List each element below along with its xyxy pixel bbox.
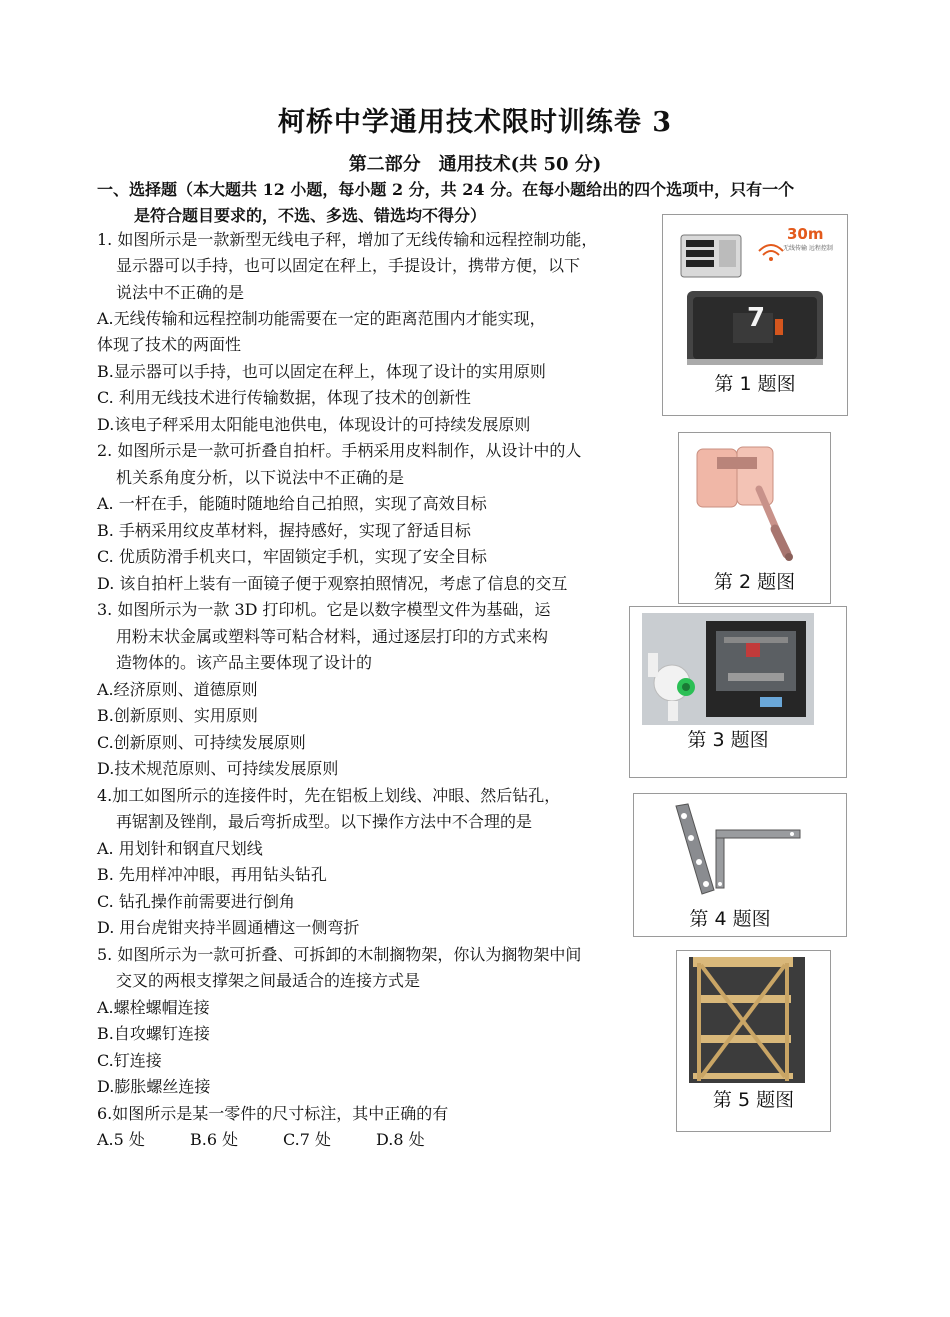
q1-option-c: C. 利用无线技术进行传输数据，体现了技术的创新性	[97, 388, 471, 407]
q5-option-b: B.自攻螺钉连接	[97, 1024, 210, 1043]
figure-2	[678, 432, 831, 604]
q2-stem-line-1: 2. 如图所示是一款可折叠自拍杆。手柄采用皮料制作，从设计中的人	[97, 441, 582, 460]
figure-1-caption: 第 1 题图	[714, 373, 796, 395]
section-heading-line-2: 是符合题目要求的，不选、多选、错选均不得分）	[134, 206, 487, 225]
figure-5-caption: 第 5 题图	[712, 1089, 795, 1111]
q5-stem-line-1: 5. 如图所示为一款可折叠、可拆卸的木制搁物架，你认为搁物架中间	[97, 945, 582, 964]
q2-option-c: C. 优质防滑手机夹口，牢固锁定手机，实现了安全目标	[97, 547, 487, 566]
q1-option-d: D.该电子秤采用太阳能电池供电，体现设计的可持续发展原则	[97, 415, 531, 434]
q3-stem-line-3: 造物体的。该产品主要体现了设计的	[116, 653, 373, 672]
q3-option-d: D.技术规范原则、可持续发展原则	[97, 759, 339, 778]
fig1-digit-label: 7	[747, 303, 766, 333]
q6-option-b: B.6 处	[190, 1130, 239, 1149]
selfie-stick-image	[689, 439, 819, 563]
section-heading-line-1: 一、选择题（本大题共 12 小题，每小题 2 分，共 24 分。在每小题给出的四个选项中，只有一个	[97, 180, 795, 199]
figure-5	[676, 950, 831, 1132]
q4-stem-line-2: 再锯割及锉削，最后弯折成型。以下操作方法中不合理的是	[116, 812, 533, 831]
page-title: 柯桥中学通用技术限时训练卷 3	[277, 107, 673, 138]
figure-4	[633, 793, 847, 937]
q4-option-d: D. 用台虎钳夹持半圆通槽这一侧弯折	[97, 918, 360, 937]
q2-stem-line-2: 机关系角度分析，以下说法中不正确的是	[116, 468, 405, 487]
q3-stem-line-2: 用粉末状金属或塑料等可粘合材料，通过逐层打印的方式来构	[116, 627, 549, 646]
metal-bracket-image	[654, 800, 824, 900]
page-subtitle: 第二部分 通用技术(共 50 分)	[348, 154, 602, 175]
q3-stem-line-1: 3. 如图所示为一款 3D 打印机。它是以数字模型文件为基础，运	[97, 600, 551, 619]
figure-3	[629, 606, 847, 778]
wooden-shelf-image	[689, 957, 805, 1083]
fig1-30m-label: 30m	[787, 225, 824, 243]
fig1-wifi-label: 无线传输 远程控制	[783, 245, 833, 252]
q6-option-a: A.5 处	[97, 1130, 145, 1149]
q1-option-b: B.显示器可以手持，也可以固定在秤上，体现了设计的实用原则	[97, 362, 546, 381]
q2-option-b: B. 手柄采用纹皮革材料，握持感好，实现了舒适目标	[97, 521, 471, 540]
q5-stem-line-2: 交叉的两根支撑架之间最适合的连接方式是	[116, 971, 421, 990]
q4-option-b: B. 先用样冲冲眼，再用钻头钻孔	[97, 865, 327, 884]
q1-option-a: A.无线传输和远程控制功能需要在一定的距离范围内才能实现，	[97, 309, 546, 328]
q1-stem-line-3: 说法中不正确的是	[116, 283, 245, 302]
figure-1	[662, 214, 848, 416]
q5-option-c: C.钉连接	[97, 1051, 162, 1070]
q6-option-d: D.8 处	[376, 1130, 425, 1149]
q5-option-a: A.螺栓螺帽连接	[97, 998, 210, 1017]
q1-stem-line-1: 1. 如图所示是一款新型无线电子秤，增加了无线传输和远程控制功能，	[97, 230, 598, 249]
q2-option-a: A. 一杆在手，能随时随地给自己拍照，实现了高效目标	[97, 494, 487, 513]
q4-stem-line-1: 4.加工如图所示的连接件时，先在铝板上划线、冲眼、然后钻孔，	[97, 786, 561, 805]
q6-option-c: C.7 处	[283, 1130, 332, 1149]
q1-option-a-cont: 体现了技术的两面性	[97, 335, 242, 354]
q2-option-d: D. 该自拍杆上装有一面镜子便于观察拍照情况，考虑了信息的交互	[97, 574, 568, 593]
figure-4-caption: 第 4 题图	[689, 908, 771, 930]
q3-option-b: B.创新原则、实用原则	[97, 706, 258, 725]
3d-printer-image	[642, 613, 814, 725]
q4-option-a: A. 用划针和钢直尺划线	[97, 839, 263, 858]
q6-stem: 6.如图所示是某一零件的尺寸标注，其中正确的有	[97, 1104, 449, 1123]
q3-option-a: A.经济原则、道德原则	[97, 680, 258, 699]
q4-option-c: C. 钻孔操作前需要进行倒角	[97, 892, 295, 911]
q3-option-c: C.创新原则、可持续发展原则	[97, 733, 306, 752]
q1-stem-line-2: 显示器可以手持，也可以固定在秤上，手提设计，携带方便，以下	[116, 256, 581, 275]
q5-option-d: D.膨胀螺丝连接	[97, 1077, 211, 1096]
figure-3-caption: 第 3 题图	[687, 729, 769, 751]
figure-2-caption: 第 2 题图	[713, 571, 796, 593]
